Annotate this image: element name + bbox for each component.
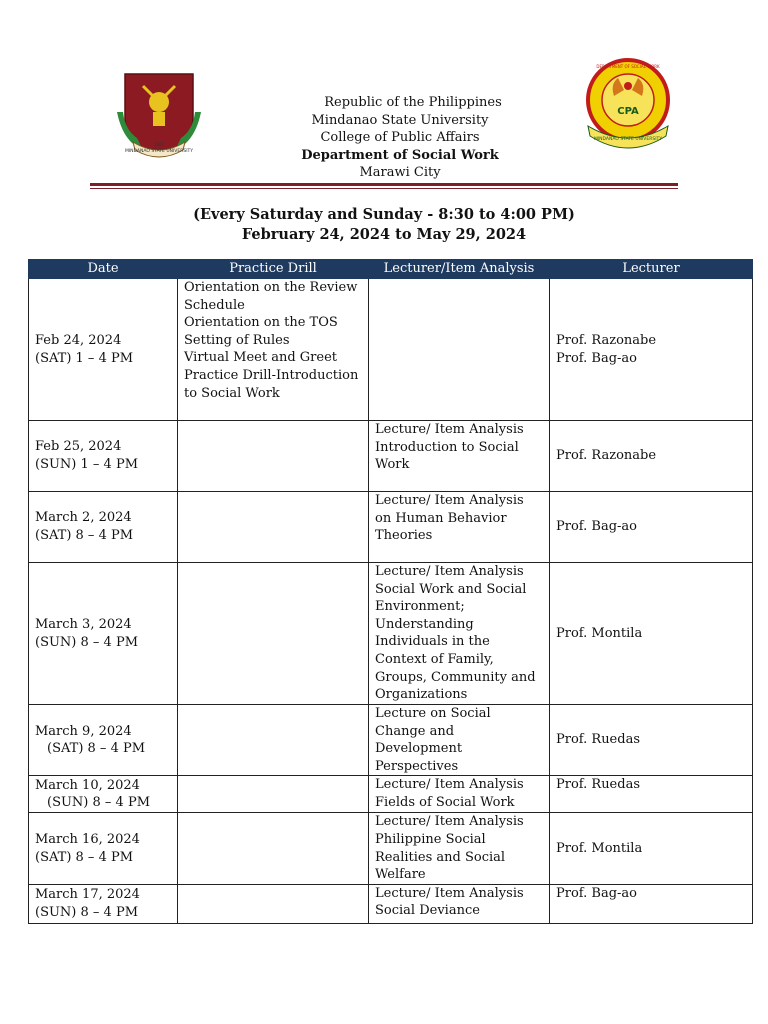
table-row [29, 492, 753, 563]
drill-item: Setting of Rules [184, 332, 290, 348]
lecturer-cell [550, 776, 753, 813]
date-text: March 2, 2024 [35, 510, 132, 526]
header-lecturer: Lecturer [550, 260, 753, 279]
practice-drill-cell [178, 279, 369, 421]
analysis-cell: Lecture/ Item Analysis on Human Behavior Theories [369, 492, 550, 563]
time-text: (SUN) 1 – 4 PM [35, 457, 139, 472]
analysis-cell: Lecture/ Item Analysis Social Work and Social Environment; Understanding Individuals in the Context of Family, Groups, Community and Organizations [369, 563, 550, 705]
table-row [29, 705, 753, 776]
practice-drill-cell [178, 421, 369, 492]
time-text: (SUN) 8 – 4 PM [47, 795, 151, 811]
analysis-cell [369, 279, 550, 421]
schedule-title-line2: February 24, 2024 to May 29, 2024 [241, 226, 527, 243]
schedule-table [28, 259, 753, 924]
lecturer-cell [550, 421, 753, 492]
msu-seal-logo [113, 72, 205, 160]
date-cell [29, 563, 178, 705]
logo-banner-text: MINDANAO STATE UNIVERSITY [593, 137, 663, 142]
time-text: (SUN) 8 – 4 PM [35, 904, 139, 920]
lecturer-cell [550, 705, 753, 776]
lecturer-name: Prof. Bag-ao [556, 885, 637, 901]
lecturer-cell [550, 279, 753, 421]
drill-item: Practice Drill-Introduction to Social Work [184, 367, 359, 401]
lecturer-cell [550, 884, 753, 923]
practice-drill-cell [178, 705, 369, 776]
cpa-social-work-logo [580, 56, 676, 152]
analysis-cell: Lecture on Social Change and Development Perspectives [369, 705, 550, 776]
letterhead-department: Department of Social Work [301, 147, 499, 163]
practice-drill-cell [178, 884, 369, 923]
date-text: March 10, 2024 [35, 777, 140, 793]
lecturer-name: Prof. Razonabe [556, 332, 657, 348]
header-rule-thick [90, 183, 678, 186]
time-text: (SAT) 8 – 4 PM [35, 528, 134, 543]
analysis-cell: Lecture/ Item Analysis Philippine Social Realities and Social Welfare [369, 813, 550, 884]
analysis-cell: Lecture/ Item Analysis Introduction to Social Work [369, 421, 550, 492]
date-text: March 17, 2024 [35, 887, 140, 903]
letterhead-college: College of Public Affairs [320, 130, 480, 145]
time-text: (SAT) 1 – 4 PM [35, 350, 134, 366]
lecturer-name: Prof. Montila [556, 840, 643, 856]
drill-item: Orientation on the Review Schedule [184, 280, 358, 313]
header-lecturer-item-analysis: Lecturer/Item Analysis [369, 260, 550, 279]
date-cell [29, 884, 178, 923]
lecturer-name: Prof. Ruedas [556, 732, 640, 748]
lecturer-name: Prof. Ruedas [556, 777, 640, 793]
table-header-row [29, 260, 753, 279]
practice-drill-cell [178, 813, 369, 884]
lecturer-cell [550, 813, 753, 884]
practice-drill-cell [178, 492, 369, 563]
date-text: Feb 24, 2024 [35, 332, 122, 348]
header-date: Date [29, 260, 178, 279]
drill-item: Orientation on the TOS [184, 315, 338, 331]
header-rule-thin [90, 188, 678, 189]
date-cell [29, 705, 178, 776]
drill-item: Virtual Meet and Greet [184, 350, 338, 366]
table-row [29, 279, 753, 421]
analysis-cell: Lecture/ Item Analysis Social Deviance [369, 884, 550, 923]
date-text: March 3, 2024 [35, 616, 132, 632]
date-text: Feb 25, 2024 [35, 439, 122, 455]
practice-drill-cell [178, 776, 369, 813]
date-cell [29, 421, 178, 492]
schedule-title [0, 205, 768, 245]
seal-banner-text: MINDANAO STATE UNIVERSITY [124, 149, 194, 154]
lecturer-cell [550, 492, 753, 563]
practice-drill-cell [178, 563, 369, 705]
time-text: (SAT) 8 – 4 PM [47, 741, 146, 757]
table-row [29, 776, 753, 813]
letterhead-university: Mindanao State University [311, 112, 489, 128]
table-row [29, 813, 753, 884]
header-practice-drill: Practice Drill [178, 260, 369, 279]
logo-top-text: DEPARTMENT OF SOCIAL WORK [596, 64, 660, 69]
letterhead-country: Republic of the Philippines [324, 95, 502, 110]
table-row [29, 563, 753, 705]
date-cell [29, 776, 178, 813]
date-cell [29, 279, 178, 421]
logo-center-text: CPA [617, 106, 639, 117]
lecturer-name: Prof. Montila [556, 625, 643, 641]
date-cell [29, 492, 178, 563]
date-text: March 16, 2024 [35, 831, 140, 847]
schedule-title-line1: (Every Saturday and Sunday - 8:30 to 4:00 PM) [193, 206, 575, 223]
table-row [29, 884, 753, 923]
table-row [29, 421, 753, 492]
letterhead [230, 94, 570, 182]
analysis-cell: Lecture/ Item Analysis Fields of Social Work [369, 776, 550, 813]
time-text: (SUN) 8 – 4 PM [35, 634, 139, 650]
lecturer-name: Prof. Razonabe [556, 448, 657, 464]
lecturer-cell [550, 563, 753, 705]
date-text: March 9, 2024 [35, 723, 132, 739]
lecturer-name: Prof. Bag-ao [556, 350, 637, 366]
time-text: (SAT) 8 – 4 PM [35, 849, 134, 865]
seal-year-text: 1961 [153, 142, 165, 147]
lecturer-name: Prof. Bag-ao [556, 519, 637, 535]
letterhead-city: Marawi City [359, 165, 441, 180]
date-cell [29, 813, 178, 884]
